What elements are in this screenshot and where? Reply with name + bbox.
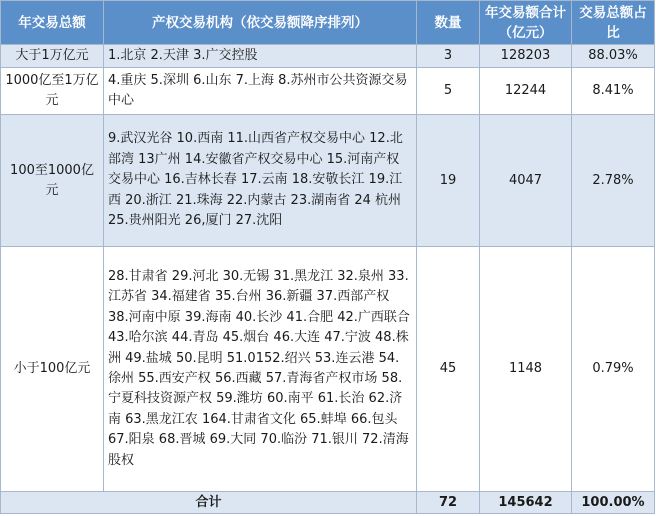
tier-cell: 100至1000亿元 (1, 115, 104, 247)
header-count: 数量 (417, 1, 480, 45)
count-cell: 3 (417, 45, 480, 68)
header-share: 交易总额占比 (572, 1, 655, 45)
count-cell: 19 (417, 115, 480, 247)
table-row (1, 68, 655, 115)
count-cell: 5 (417, 68, 480, 115)
table-row (1, 115, 655, 247)
institutions-cell: 4.重庆 5.深圳 6.山东 7.上海 8.苏州市公共资源交易中心 (104, 68, 417, 115)
table-row (1, 45, 655, 68)
header-tier: 年交易总额 (1, 1, 104, 45)
total-share: 100.00% (572, 492, 655, 514)
total-row (1, 492, 655, 514)
institutions-cell: 9.武汉光谷 10.西南 11.山西省产权交易中心 12.北部湾 13广州 14.安徽省产权交易中心 15.河南产权交易中心 16.吉林长春 17.云南 18.安敬长江 19.江西 20.浙江 21.珠海 22.内蒙古 23.湖南省 24 杭州 25.贵州阳光 26,厦门 27.沈阳 (104, 115, 417, 247)
tier-cell: 1000亿至1万亿元 (1, 68, 104, 115)
header-row (1, 1, 655, 45)
annual-total-cell: 128203 (480, 45, 572, 68)
count-cell: 45 (417, 247, 480, 492)
share-cell: 0.79% (572, 247, 655, 492)
tier-cell: 小于100亿元 (1, 247, 104, 492)
share-cell: 8.41% (572, 68, 655, 115)
annual-total-cell: 1148 (480, 247, 572, 492)
tier-cell: 大于1万亿元 (1, 45, 104, 68)
table-row (1, 247, 655, 492)
annual-total-cell: 12244 (480, 68, 572, 115)
institutions-cell: 1.北京 2.天津 3.广交控股 (104, 45, 417, 68)
annual-total-cell: 4047 (480, 115, 572, 247)
share-cell: 2.78% (572, 115, 655, 247)
total-count: 72 (417, 492, 480, 514)
header-institutions: 产权交易机构（依交易额降序排列） (104, 1, 417, 45)
share-cell: 88.03% (572, 45, 655, 68)
header-annual-total: 年交易额合计（亿元） (480, 1, 572, 45)
total-label: 合计 (1, 492, 417, 514)
total-annual-total: 145642 (480, 492, 572, 514)
institutions-cell: 28.甘肃省 29.河北 30.无锡 31.黑龙江 32.泉州 33.江苏省 34.福建省 35.台州 36.新疆 37.西部产权 38.河南中原 39.海南 40.长沙 41.合肥 42.广西联合 43.哈尔滨 44.青岛 45.烟台 46.大连 47.宁波 48.株洲 49.盐城 50.昆明 51.0152.绍兴 53.连云港 54.徐州 55.西安产权 56.西藏 57.青海省产权市场 58.宁夏科技资源产权 59.潍坊 60.南平 61.长治 62.济南 63.黑龙江农 164.甘肃省文化 65.蚌埠 66.包头 67.阳泉 68.晋城 69.大同 70.临汾 71.银川 72.清海股权 (104, 247, 417, 492)
